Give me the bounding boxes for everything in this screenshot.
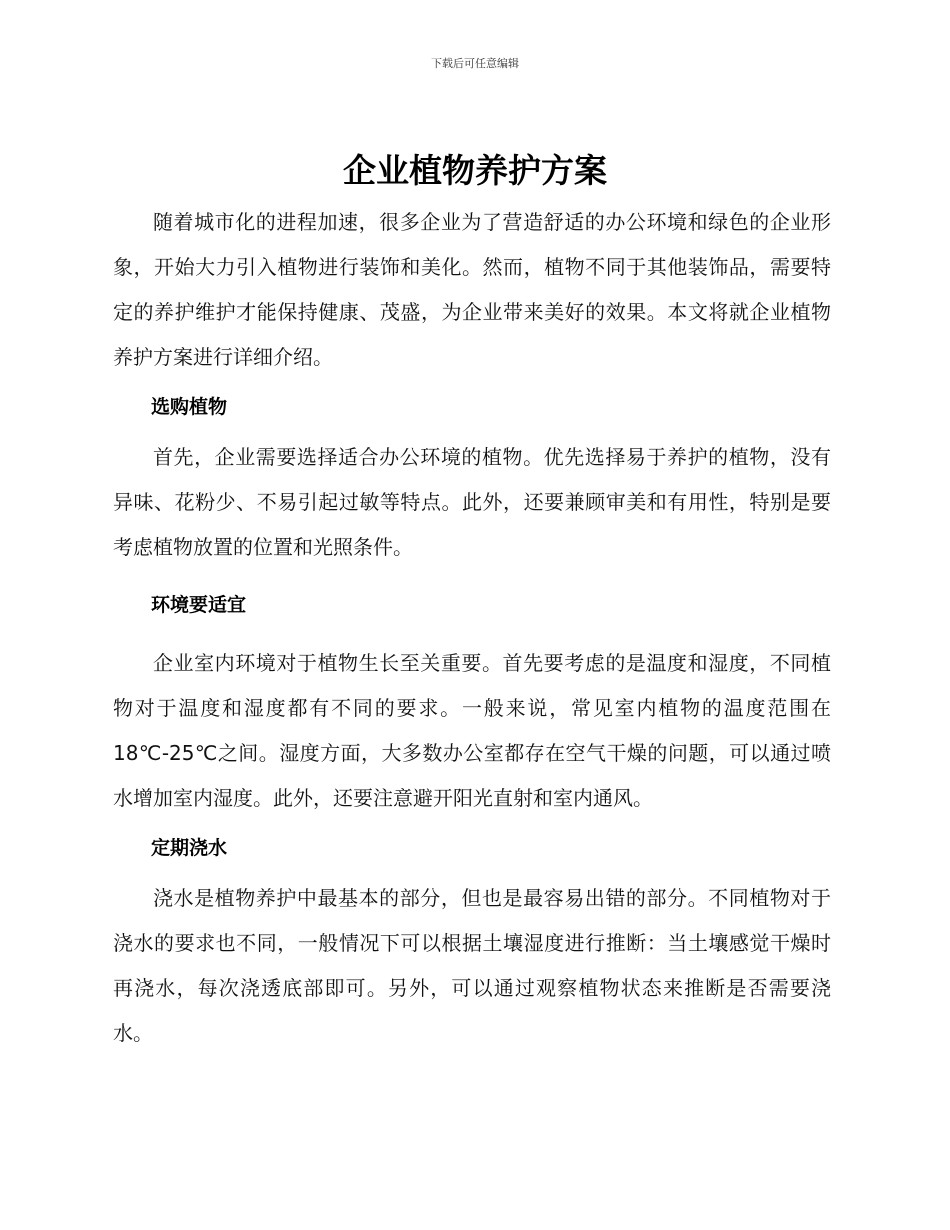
section-body-purchase: 首先，企业需要选择适合办公环境的植物。优先选择易于养护的植物，没有异味、花粉少、不易引起过敏等特点。此外，还要兼顾审美和有用性，特别是要考虑植物放置的位置和光照条件。 [113, 445, 831, 559]
section-heading-watering: 定期浇水 [151, 837, 228, 859]
spacer [113, 570, 831, 583]
spacer [113, 628, 831, 641]
section-body-watering: 浇水是植物养护中最基本的部分，但也是最容易出错的部分。不同植物对于浇水的要求也不同，一般情况下可以根据土壤湿度进行推断：当土壤感觉干燥时再浇水，每次浇透底部即可。另外，可以通过观察植物状态来推断是否需要浇水。 [113, 886, 831, 1045]
intro-paragraph: 随着城市化的进程加速，很多企业为了营造舒适的办公环境和绿色的企业形象，开始大力引入植物进行装饰和美化。然而，植物不同于其他装饰品，需要特定的养护维护才能保持健康、茂盛，为企业带来美好的效果。本文将就企业植物养护方案进行详细介绍。 [113, 210, 831, 369]
section-heading-environment: 环境要适宜 [151, 594, 247, 616]
document-body [113, 200, 831, 1056]
section-body-environment: 企业室内环境对于植物生长至关重要。首先要考虑的是温度和湿度，不同植物对于温度和湿度都有不同的要求。一般来说，常见室内植物的温度范围在 18℃-25℃之间。湿度方面，大多数办公室都存在空气干燥的问题，可以通过喷水增加室内湿度。此外，还要注意避开阳光直射和室内通风。 [113, 651, 831, 810]
document-title: 企业植物养护方案 [343, 151, 607, 190]
section-heading-purchase: 选购植物 [151, 396, 228, 418]
header-note: 下载后可任意编辑 [431, 57, 519, 70]
